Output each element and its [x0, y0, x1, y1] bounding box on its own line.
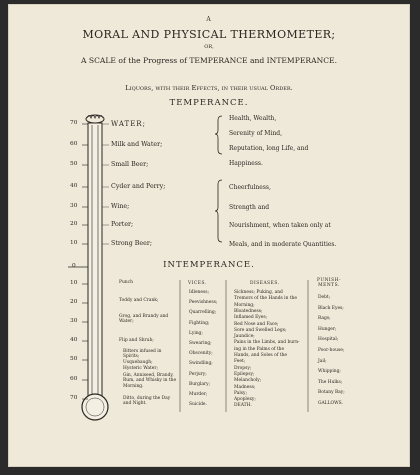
diseases-item: Dropsy;: [234, 365, 252, 371]
liquor-water: WATER;: [111, 120, 146, 128]
diseases-item: Sickness; Puking, and: [234, 290, 283, 295]
intemperance-scale-0: 0: [72, 263, 76, 269]
liquor-toddy: Toddy and Crank;: [119, 298, 159, 303]
header-or: OR,: [204, 44, 214, 50]
intemperance-scale-10: 10: [70, 280, 78, 286]
diseases-item: Morning;: [234, 302, 255, 308]
diseases-item: Palsy;: [234, 390, 247, 396]
intemperance-scale-70: 70: [70, 395, 78, 401]
effect-line: Cheerfulness,: [229, 184, 271, 191]
punish-item: The Hulks;: [318, 379, 343, 385]
thermometer-graphic: [8, 4, 410, 467]
diseases-heading: DISEASES.: [250, 281, 280, 286]
vices-item: Peevishness;: [189, 300, 218, 306]
intemperance-heading: INTEMPERANCE.: [163, 260, 255, 270]
intemperance-scale-60: 60: [70, 376, 78, 382]
vices-item: Murder;: [189, 392, 208, 397]
temperance-heading: TEMPERANCE.: [169, 98, 249, 108]
diseases-item: Tremors of the Hands in the: [234, 296, 297, 302]
liquor-hysteric-water: Hysteric Water;: [123, 366, 158, 371]
diseases-item: Sore and Swelled Legs;: [234, 327, 287, 333]
temperance-scale-60: 60: [70, 141, 78, 147]
vices-heading: VICES.: [188, 281, 207, 286]
liquor-bitters: Bitters infused in Spirits;: [123, 349, 162, 360]
page-title: MORAL AND PHYSICAL THERMOMETER;: [82, 28, 336, 41]
vices-item: Idleness;: [189, 290, 209, 295]
diseases-item: Bloatedness;: [234, 308, 263, 314]
liquors-caption: Liquors, with their Effects, in their usual Order.: [125, 84, 293, 92]
vices-item: Swearing;: [189, 341, 212, 346]
liquor-flip: Flip and Shrub;: [119, 338, 154, 343]
effect-line: Reputation, long Life, and: [229, 145, 309, 152]
diseases-item: Jaundice;: [234, 334, 255, 340]
diseases-item: Melancholy;: [234, 378, 262, 384]
intemperance-scale-30: 30: [70, 318, 78, 324]
intemperance-scale-40: 40: [70, 337, 78, 343]
liquor-punch: Punch: [119, 280, 133, 285]
vices-item: Quarrelling;: [189, 310, 217, 316]
punish-item: Hunger;: [318, 326, 337, 332]
punish-item: Rags;: [318, 316, 331, 322]
liquor-wine: Wine;: [111, 203, 130, 210]
diseases-item: Red Nose and Face;: [234, 321, 279, 327]
temperance-scale-10: 10: [70, 240, 78, 246]
punish-item: Whipping;: [318, 369, 341, 375]
document-page: [8, 4, 410, 467]
effect-line: Nourishment, when taken only at: [229, 222, 331, 229]
effect-line: Serenity of Mind,: [229, 130, 282, 137]
diseases-item: Apoplexy;: [234, 397, 256, 403]
effect-line: Health, Wealth,: [229, 115, 277, 122]
effect-line: Strength and: [229, 204, 270, 211]
punish-item: Jail;: [318, 358, 327, 364]
diseases-item: Pains in the Limbs, and burn-: [234, 340, 300, 346]
vices-item: Perjury;: [189, 371, 207, 377]
temperance-scale-50: 50: [70, 161, 78, 167]
diseases-item: Madness;: [234, 384, 256, 390]
vices-item: Suicide.: [189, 402, 207, 408]
page-subtitle: A SCALE of the Progress of TEMPERANCE and INTEMPERANCE.: [81, 56, 337, 65]
temperance-scale-70: 70: [70, 120, 78, 126]
temperance-scale-40: 40: [70, 183, 78, 189]
effect-line: Happiness.: [229, 160, 263, 167]
liquor-strong-beer: Strong Beer;: [111, 240, 152, 247]
diseases-item: Hands, and Soles of the: [234, 353, 287, 358]
punish-item: Debt;: [318, 295, 331, 300]
temperance-scale-30: 30: [70, 203, 78, 209]
liquor-grog: Grog, and Brandy and Water;: [119, 314, 169, 325]
punish-item: Black Eyes;: [318, 305, 344, 311]
vices-item: Swindling;: [189, 361, 213, 367]
vices-item: Burglary;: [189, 381, 211, 387]
vices-item: Obscenity;: [189, 351, 213, 357]
diseases-item: Inflamed Eyes;: [234, 315, 268, 321]
punish-item: Poor-house;: [318, 348, 345, 353]
punish-item: Hospital;: [318, 337, 339, 343]
liquor-usquebaugh: Usquebaugh;: [123, 360, 153, 365]
liquor-milk-water: Milk and Water;: [111, 141, 163, 148]
diseases-item: Epilepsy;: [234, 371, 255, 377]
liquor-porter: Porter;: [111, 221, 134, 228]
temperance-scale-20: 20: [70, 221, 78, 227]
vices-item: Fighting;: [189, 320, 210, 326]
diseases-item: ing in the Palms of the: [234, 346, 285, 352]
liquor-ditto: Ditto, during the Day and Night.: [123, 396, 171, 407]
effect-line: Meals, and in moderate Quantities.: [229, 241, 337, 248]
punishments-heading: PUNISH-MENTS.: [317, 278, 341, 288]
diseases-item: Feet;: [234, 359, 246, 365]
punish-item: GALLOWS.: [318, 401, 343, 406]
intemperance-scale-50: 50: [70, 356, 78, 362]
liquor-gin: Gin, Anniseed, Brandy, Rum, and Whisky in the Morning.: [123, 373, 177, 389]
intemperance-scale-20: 20: [70, 299, 78, 305]
punish-item: Botany Bay;: [318, 390, 345, 396]
diseases-item: DEATH.: [234, 403, 252, 409]
header-a: A: [206, 16, 212, 23]
vices-item: Lying;: [189, 330, 203, 336]
liquor-small-beer: Small Beer;: [111, 161, 149, 168]
liquor-cyder: Cyder and Perry;: [111, 183, 166, 190]
